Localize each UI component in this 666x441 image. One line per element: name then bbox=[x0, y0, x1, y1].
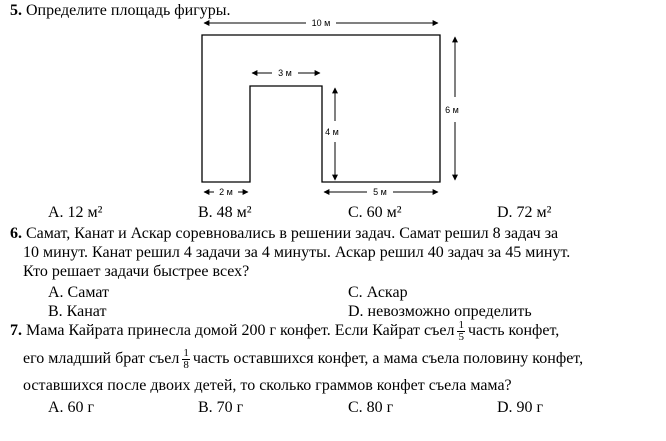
label-2m: 2 м bbox=[219, 187, 233, 197]
label-5m: 5 м bbox=[373, 187, 387, 197]
q6-option-b[interactable]: B. Канат bbox=[48, 303, 107, 320]
label-4m: 4 м bbox=[325, 127, 339, 137]
q7-text-1b: часть конфет, bbox=[467, 322, 560, 340]
q5-option-a[interactable]: A. 12 м² bbox=[48, 204, 103, 221]
label-10m: 10 м bbox=[311, 18, 331, 28]
q7-option-a[interactable]: A. 60 г bbox=[48, 399, 95, 416]
fraction-denominator: 8 bbox=[183, 359, 189, 371]
q7-line-3: оставшихся после двоих детей, то сколько граммов конфет съела мама? bbox=[23, 377, 512, 394]
q5-text: Определите площадь фигуры. bbox=[26, 2, 231, 19]
q7-line-2 bbox=[23, 348, 583, 371]
figure-outline bbox=[202, 35, 440, 182]
label-3m: 3 м bbox=[278, 68, 292, 78]
q5-number: 5. bbox=[10, 2, 22, 19]
q7-option-b[interactable]: B. 70 г bbox=[198, 399, 244, 416]
fraction-denominator: 5 bbox=[458, 331, 464, 343]
q6-line-3: Кто решает задачи быстрее всех? bbox=[23, 263, 250, 280]
q5-figure bbox=[0, 0, 666, 205]
q7-number: 7. bbox=[10, 322, 22, 340]
q6-option-d[interactable]: D. невозможно определить bbox=[348, 303, 532, 320]
q7-text-2a: его младший брат съел bbox=[23, 350, 180, 368]
q5-option-c[interactable]: C. 60 м² bbox=[348, 204, 402, 221]
q7-text-2b: часть оставшихся конфет, а мама съела половину конфет, bbox=[192, 350, 584, 368]
q7-text-1a: Мама Кайрата принесла домой 200 г конфет. Если Кайрат съел bbox=[26, 322, 455, 340]
q6-text-1: Самат, Канат и Аскар соревновались в решении задач. Самат решил 8 задач за bbox=[26, 225, 559, 242]
q6-option-c[interactable]: C. Аскар bbox=[348, 284, 408, 301]
q7-fraction-1 bbox=[457, 320, 465, 343]
q7-option-c[interactable]: C. 80 г bbox=[348, 399, 394, 416]
fraction-numerator: 1 bbox=[183, 347, 189, 359]
fraction-numerator: 1 bbox=[458, 319, 464, 331]
q7-option-d[interactable]: D. 90 г bbox=[497, 399, 544, 416]
q5-option-d[interactable]: D. 72 м² bbox=[497, 204, 552, 221]
q5-option-b[interactable]: B. 48 м² bbox=[198, 204, 252, 221]
q6-line-2: 10 минут. Канат решил 4 задачи за 4 минуты. Аскар решил 40 задач за 45 минут. bbox=[23, 244, 571, 261]
q6-number: 6. bbox=[10, 225, 22, 242]
q6-line-1 bbox=[10, 225, 558, 243]
q6-option-a[interactable]: A. Самат bbox=[48, 284, 110, 301]
q7-line-1 bbox=[10, 320, 559, 343]
q7-fraction-2 bbox=[182, 348, 190, 371]
label-6m: 6 м bbox=[445, 105, 459, 115]
